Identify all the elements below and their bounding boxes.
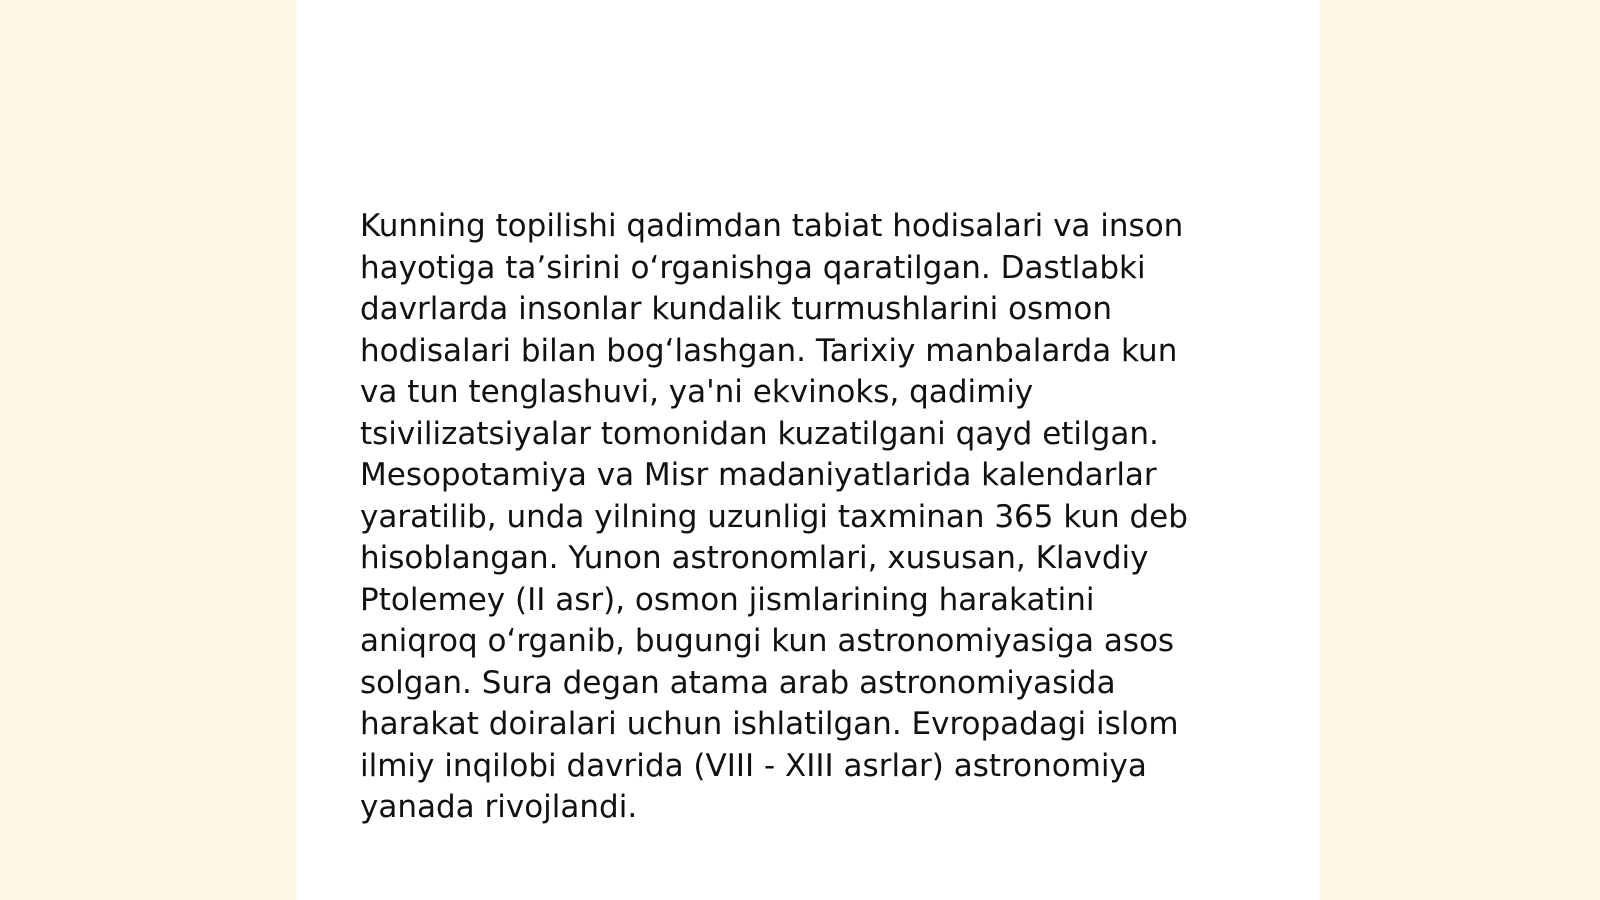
- slide-canvas: [296, 0, 1320, 900]
- slide-body-text: Kunning topilishi qadimdan tabiat hodisalari va inson hayotiga ta’sirini o‘rganishga qaratilgan. Dastlabki davrlarda insonlar kundalik turmushlarini osmon hodisalari bilan bog‘lashgan. Tarixiy manbalarda kun va tun tenglashuvi, ya'ni ekvinoks, qadimiy tsivilizatsiyalar tomonidan kuzatilgani qayd etilgan. Mesopotamiya va Misr madaniyatlarida kalendarlar yaratilib, unda yilning uzunligi taxminan 365 kun deb hisoblangan. Yunon astronomlari, xususan, Klavdiy Ptolemey (II asr), osmon jismlarining harakatini aniqroq o‘rganib, bugungi kun astronomiyasiga asos solgan. Sura degan atama arab astronomiyasida harakat doiralari uchun ishlatilgan. Evropadagi islom ilmiy inqilobi davrida (VIII - XIII asrlar) astronomiya yanada rivojlandi.: [360, 208, 1188, 825]
